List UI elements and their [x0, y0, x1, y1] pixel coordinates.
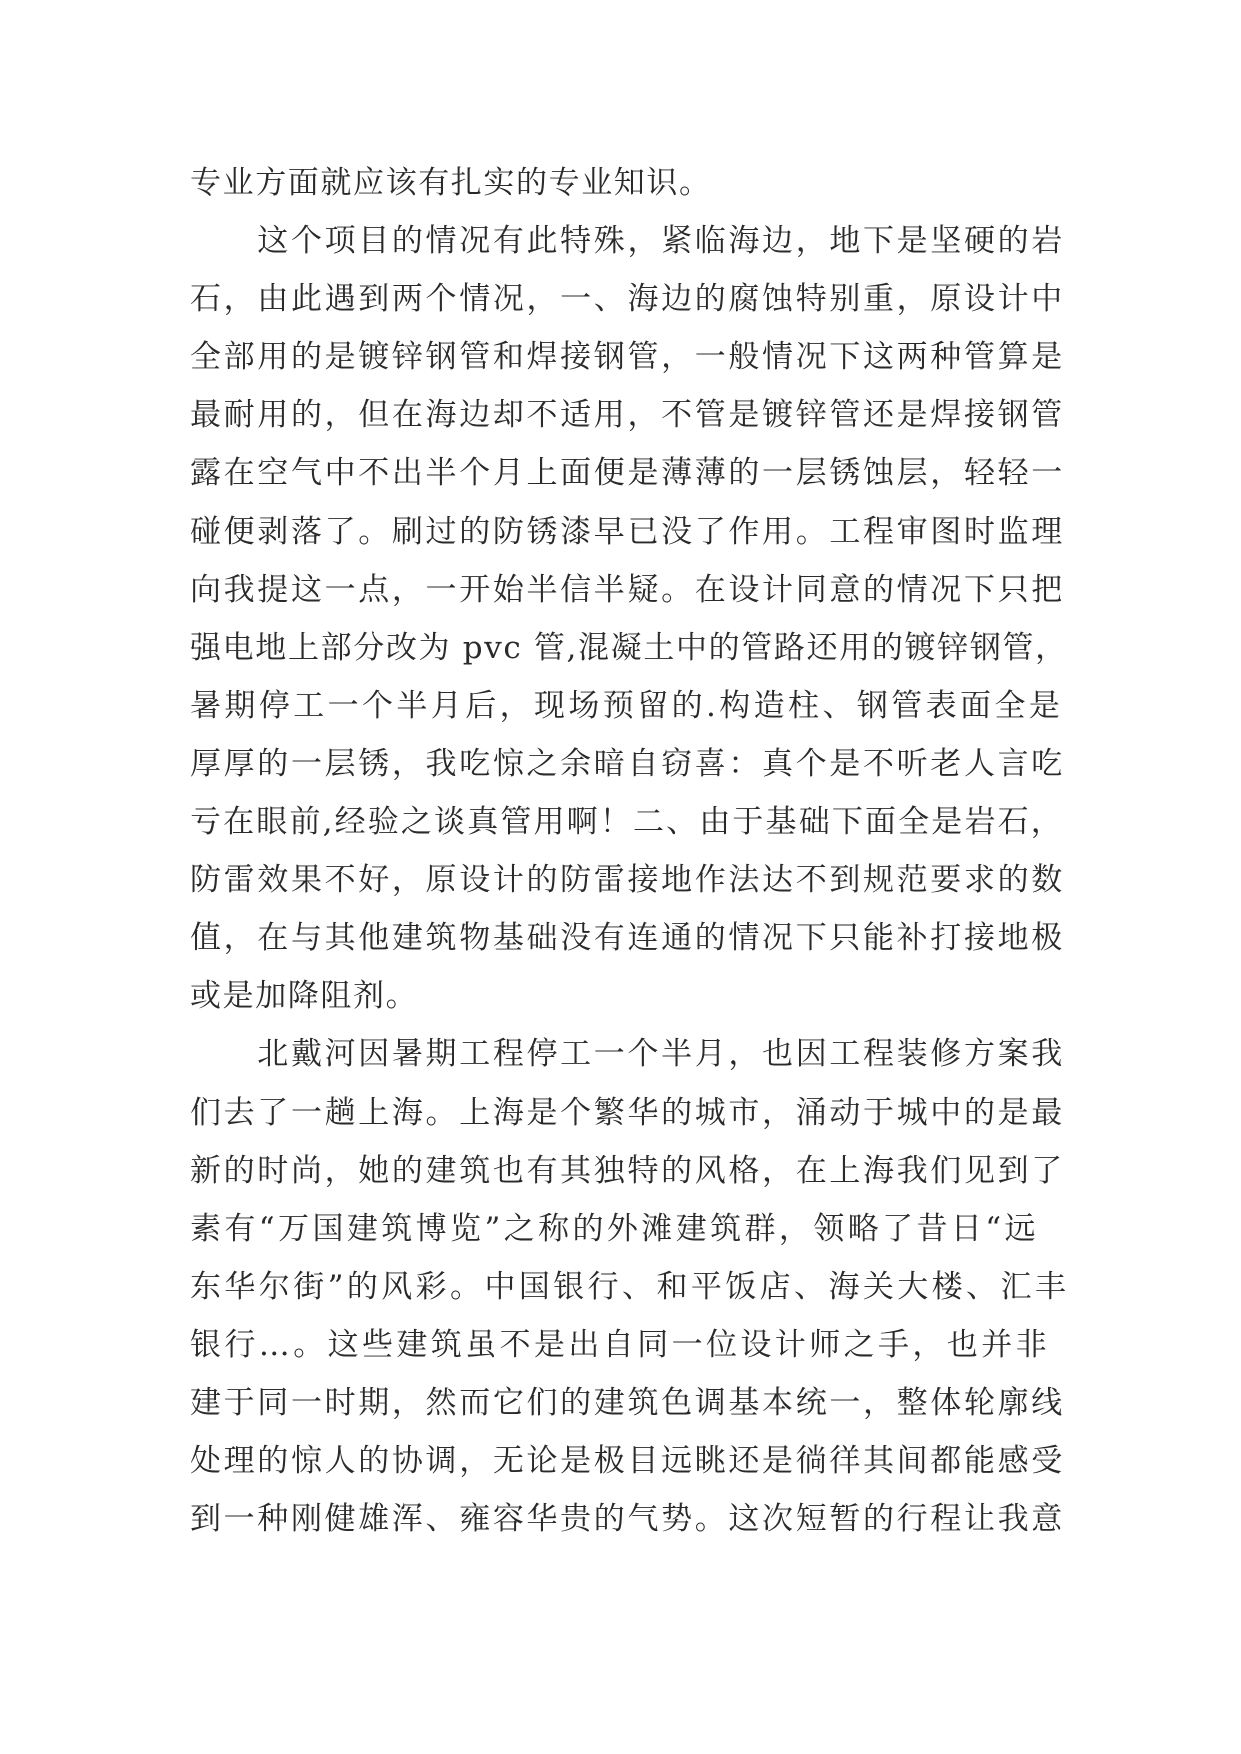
text-line: 银行…。这些建筑虽不是出自同一位设计师之手，也并非 [190, 1326, 1050, 1363]
text-line: 露在空气中不出半个月上面便是薄薄的一层锈蚀层，轻轻一 [190, 455, 1065, 492]
text-line: 或是加降阻剂。 [190, 978, 419, 1015]
text-line: 专业方面就应该有扎实的专业知识。 [190, 165, 712, 201]
text-line: 厚厚的一层锈，我吃惊之余暗自窃喜：真个是不听老人言吃 [190, 745, 1065, 782]
text-line: 新的时尚，她的建筑也有其独特的风格，在上海我们见到了 [190, 1152, 1065, 1189]
text-line: 碰便剥落了。刷过的防锈漆早已没了作用。工程审图时监理 [190, 513, 1065, 550]
text-line: 暑期停工一个半月后，现场预留的.构造柱、钢管表面全是 [190, 687, 1064, 724]
text-line: 强电地上部分改为 pvc 管,混凝土中的管路还用的镀锌钢管， [190, 629, 1068, 666]
text-line: 最耐用的，但在海边却不适用，不管是镀锌管还是焊接钢管 [190, 397, 1065, 434]
text-line: 素有“万国建筑博览”之称的外滩建筑群，领略了昔日“远 [190, 1210, 1039, 1247]
text-line: 值，在与其他建筑物基础没有连通的情况下只能补打接地极 [190, 920, 1065, 957]
text-line: 们去了一趟上海。上海是个繁华的城市，涌动于城中的是最 [190, 1094, 1065, 1131]
text-line: 石，由此遇到两个情况，一、海边的腐蚀特别重，原设计中 [190, 281, 1065, 318]
text-line: 全部用的是镀锌钢管和焊接钢管，一般情况下这两种管算是 [190, 339, 1065, 376]
text-line: 向我提这一点，一开始半信半疑。在设计同意的情况下只把 [190, 571, 1065, 608]
text-line: 这个项目的情况有此特殊，紧临海边，地下是坚硬的岩 [190, 223, 1065, 260]
text-line: 建于同一时期，然而它们的建筑色调基本统一，整体轮廓线 [190, 1384, 1065, 1421]
text-line: 东华尔街”的风彩。中国银行、和平饭店、海关大楼、汇丰 [190, 1268, 1070, 1305]
text-line: 亏在眼前,经验之谈真管用啊！二、由于基础下面全是岩石， [190, 804, 1064, 841]
text-line: 防雷效果不好，原设计的防雷接地作法达不到规范要求的数 [190, 862, 1065, 899]
text-line: 到一种刚健雄浑、雍容华贵的气势。这次短暂的行程让我意 [190, 1501, 1065, 1538]
body-text [190, 154, 1070, 1548]
text-line: 处理的惊人的协调，无论是极目远眺还是徜徉其间都能感受 [190, 1443, 1065, 1480]
text-line: 北戴河因暑期工程停工一个半月，也因工程装修方案我 [190, 1036, 1065, 1073]
